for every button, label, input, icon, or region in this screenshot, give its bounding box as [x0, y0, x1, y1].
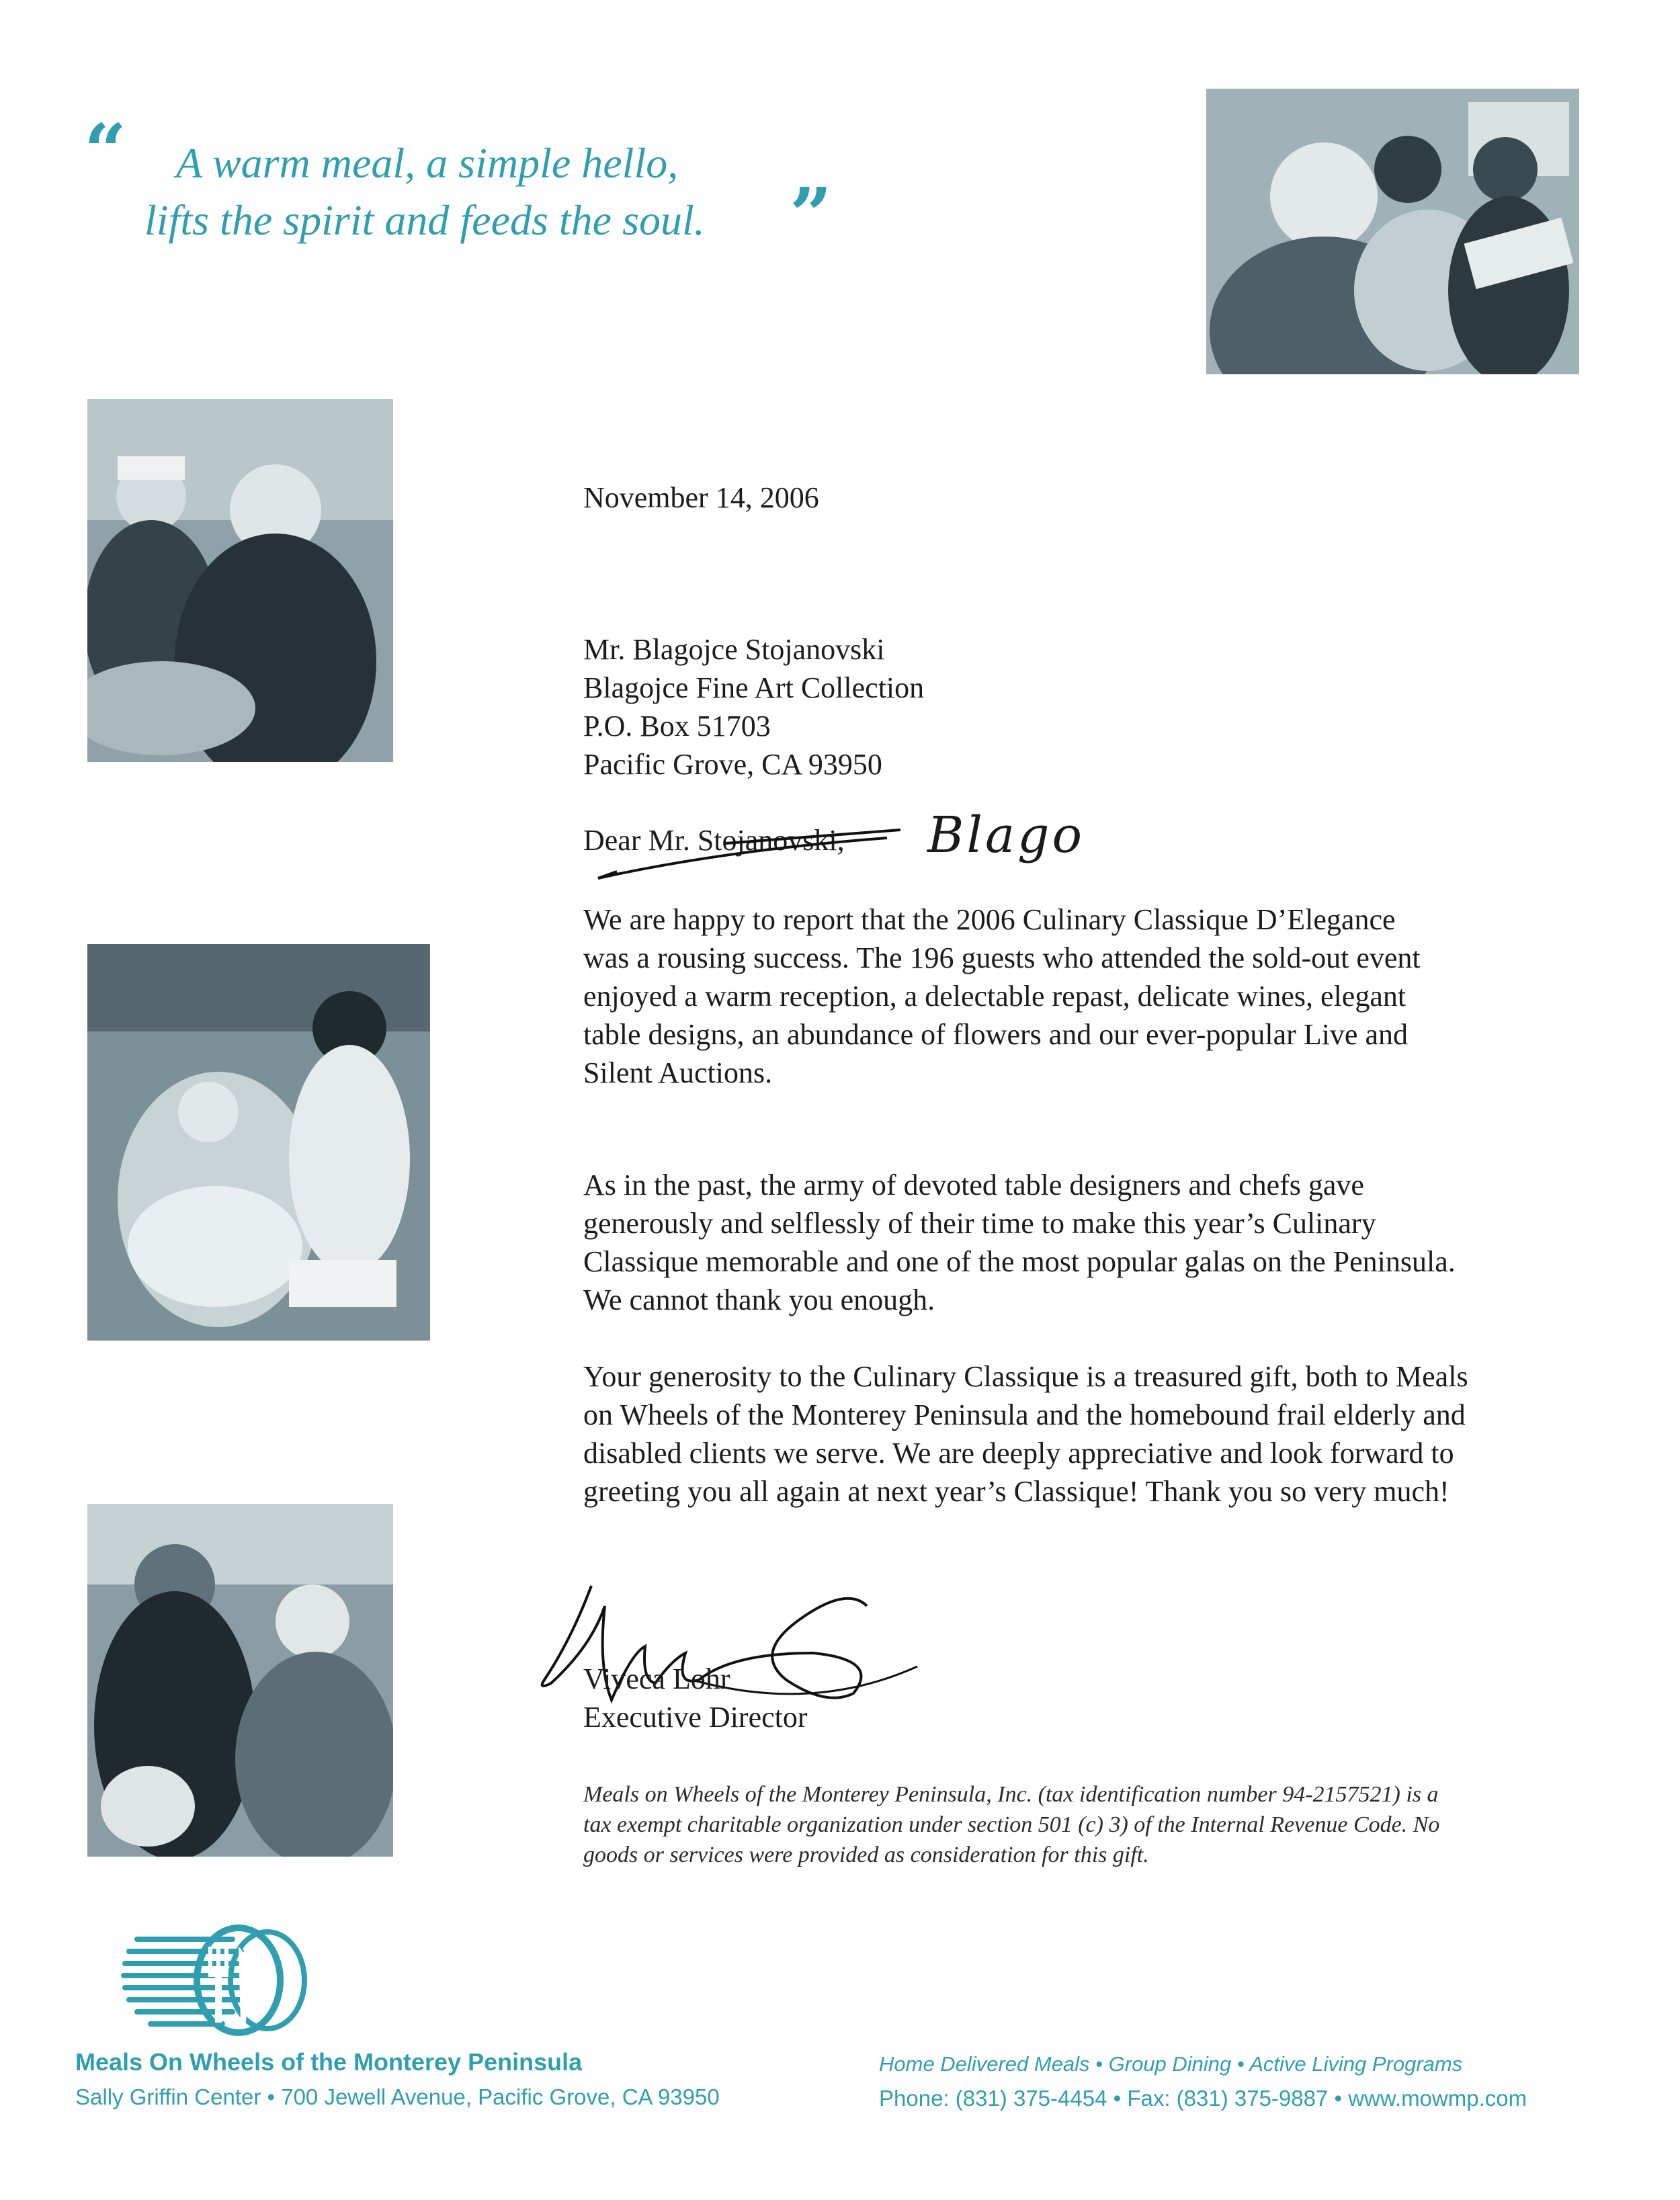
- org-name: Meals On Wheels of the Monterey Peninsula: [75, 2048, 583, 2076]
- photo-couple: [87, 399, 393, 762]
- recipient-address: [583, 630, 924, 784]
- close-quote-mark: ”: [790, 171, 833, 258]
- photo-senior-reading: [1206, 89, 1579, 374]
- quote-line-2: lifts the spirit and feeds the soul.: [144, 196, 705, 244]
- letter-date: November 14, 2006: [583, 481, 819, 514]
- body-paragraph-2: As in the past, the army of devoted table designers and chefs gave generously and selflessly of their time to make this year’s Culinary Classique memorable and one of the most popular galas on the Peninsula. We cannot thank you enough.: [583, 1169, 1456, 1316]
- org-address: Sally Griffin Center • 700 Jewell Avenue, Pacific Grove, CA 93950: [75, 2084, 720, 2109]
- handwritten-name: Blago: [927, 806, 1085, 864]
- signer-name: Viveca Lohr: [583, 1662, 730, 1695]
- recipient-po-box: P.O. Box 51703: [583, 710, 771, 743]
- photo-volunteer-visit: [87, 944, 430, 1341]
- body-paragraph-1: We are happy to report that the 2006 Culinary Classique D’Elegance was a rousing success. The 196 guests who attended the sold-out event enjoyed a warm reception, a delectable repast, delicate wines, elegant table designs, an abundance of flowers and our ever-popular Live and Silent Auctions.: [583, 903, 1421, 1089]
- body-paragraph-3: Your generosity to the Culinary Classique is a treasured gift, both to Meals on Wheels of the Monterey Peninsula and the homebound frail elderly and disabled clients we serve. We are deeply appreciative and look forward to greeting you all again at next year’s Classique! Thank you so very much!: [583, 1360, 1468, 1508]
- photo-volunteer-visit-icon: [87, 944, 430, 1341]
- handwritten-strike-icon: [591, 823, 907, 884]
- org-services: Home Delivered Meals • Group Dining • Active Living Programs: [879, 2052, 1463, 2076]
- recipient-name: Mr. Blagojce Stojanovski: [583, 633, 885, 666]
- photo-volunteer-delivery: [87, 1504, 393, 1857]
- recipient-city: Pacific Grove, CA 93950: [583, 748, 882, 781]
- salutation: Dear Mr. Stojanovski,: [583, 824, 845, 857]
- fork-knife-logo-icon: [121, 1923, 309, 2037]
- photo-volunteer-delivery-icon: [87, 1504, 393, 1857]
- photo-senior-reading-icon: [1206, 89, 1579, 374]
- photo-couple-icon: [87, 399, 393, 762]
- org-contact: Phone: (831) 375-4454 • Fax: (831) 375-9887 • www.mowmp.com: [879, 2086, 1527, 2111]
- signer-title: Executive Director: [583, 1701, 808, 1734]
- quote-line-1: A warm meal, a simple hello,: [176, 139, 679, 187]
- signer-block: [583, 1660, 808, 1736]
- tax-note: Meals on Wheels of the Monterey Peninsula, Inc. (tax identification number 94-2157521) is a tax exempt charitable organization under section 501 (c) 3) of the Internal Revenue Code. No goods or services were provided as consideration for this gift.: [583, 1782, 1440, 1867]
- open-quote-mark: “: [84, 108, 127, 194]
- recipient-company: Blagojce Fine Art Collection: [583, 671, 925, 704]
